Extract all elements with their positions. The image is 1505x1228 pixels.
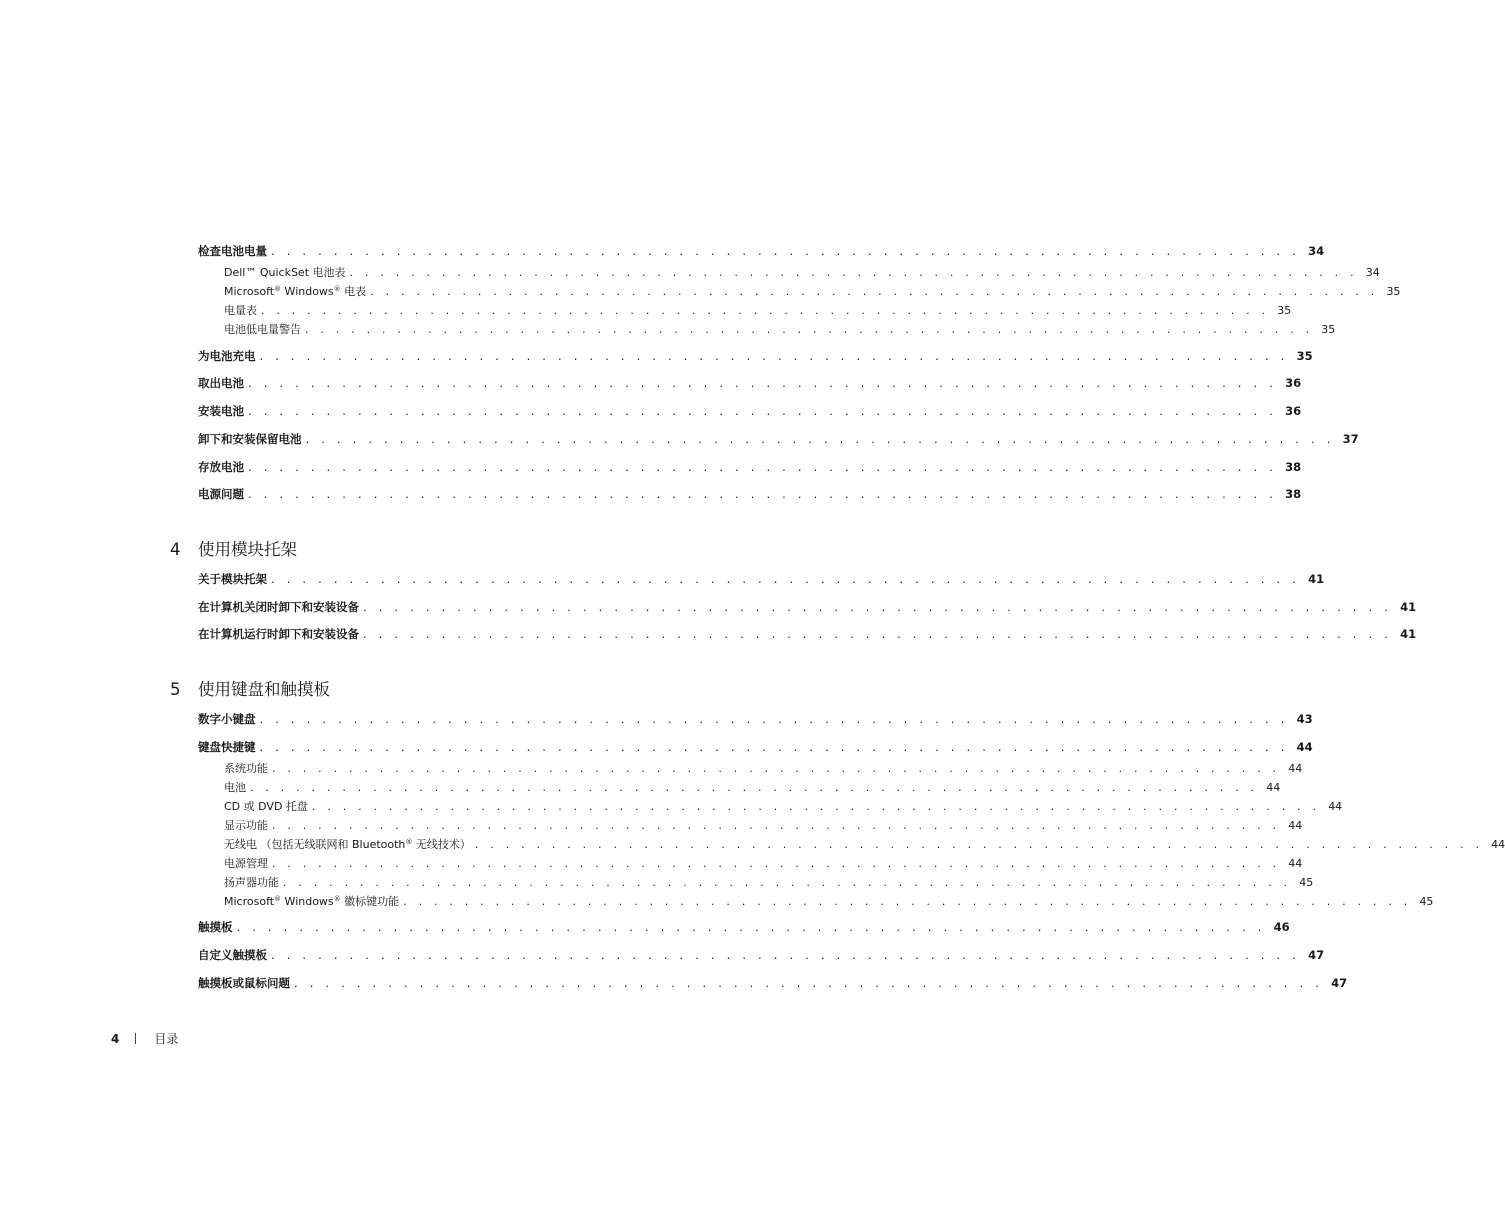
toc-entry[interactable] [198, 460, 1302, 474]
chapter-number: 5 [170, 680, 181, 699]
toc-subentry[interactable] [224, 285, 1401, 299]
dot-leader: . . . . . . . . . . . . . . . . . . . . . . . . . . . . . . . . . . . . . . . . . . . . . . . . . . . . . . . . . . . . . . . . . . [272, 857, 1281, 870]
toc-entry-label: 电源管理 [224, 857, 268, 870]
dot-leader: . . . . . . . . . . . . . . . . . . . . . . . . . . . . . . . . . . . . . . . . . . . . . . . . . . . . . . . . . . . . . . . . . . [236, 920, 1266, 934]
toc-subentry[interactable] [224, 323, 1336, 337]
toc-entry-label: 触摸板或鼠标问题 [198, 976, 290, 990]
dot-leader: . . . . . . . . . . . . . . . . . . . . . . . . . . . . . . . . . . . . . . . . . . . . . . . . . . . . . . . . . . . . . . . . . . [370, 285, 1379, 298]
toc-entry-label: 安装电池 [198, 404, 244, 418]
toc-entry-page: 44 [1288, 819, 1303, 832]
toc-entry-label: 系统功能 [224, 762, 268, 775]
toc-entry[interactable] [198, 487, 1302, 501]
dot-leader: . . . . . . . . . . . . . . . . . . . . . . . . . . . . . . . . . . . . . . . . . . . . . . . . . . . . . . . . . . . . . . . . . . [271, 244, 1301, 258]
toc-entry-page: 44 [1296, 740, 1313, 754]
toc-entry-label: 数字小键盘 [198, 712, 256, 726]
toc-entry-label: 检查电池电量 [198, 244, 267, 258]
toc-subentry[interactable] [224, 266, 1380, 280]
toc-entry-page: 44 [1288, 857, 1303, 870]
toc-entry[interactable] [198, 976, 1348, 990]
toc-subentry[interactable] [224, 895, 1434, 909]
dot-leader: . . . . . . . . . . . . . . . . . . . . . . . . . . . . . . . . . . . . . . . . . . . . . . . . . . . . . . . . . . . . . . . . . . [294, 976, 1324, 990]
toc-entry-page: 35 [1321, 323, 1336, 336]
dot-leader: . . . . . . . . . . . . . . . . . . . . . . . . . . . . . . . . . . . . . . . . . . . . . . . . . . . . . . . . . . . . . . . . . . [261, 304, 1270, 317]
dot-leader: . . . . . . . . . . . . . . . . . . . . . . . . . . . . . . . . . . . . . . . . . . . . . . . . . . . . . . . . . . . . . . . . . . [259, 349, 1289, 363]
toc-entry-page: 43 [1296, 712, 1313, 726]
toc-entry-label: CD 或 DVD 托盘 [224, 800, 308, 813]
dot-leader: . . . . . . . . . . . . . . . . . . . . . . . . . . . . . . . . . . . . . . . . . . . . . . . . . . . . . . . . . . . . . . . . . . [271, 948, 1301, 962]
toc-entry-label: 自定义触摸板 [198, 948, 267, 962]
chapter-title: 使用模块托架 [198, 540, 297, 559]
dot-leader: . . . . . . . . . . . . . . . . . . . . . . . . . . . . . . . . . . . . . . . . . . . . . . . . . . . . . . . . . . . . . . . . . . [248, 404, 1278, 418]
toc-entry-label: 电量表 [224, 304, 257, 317]
toc-entry[interactable] [198, 740, 1313, 754]
toc-entry-page: 41 [1400, 600, 1417, 614]
toc-entry-label: 为电池充电 [198, 349, 256, 363]
toc-subentry[interactable] [224, 800, 1343, 814]
chapter-title: 使用键盘和触摸板 [198, 680, 330, 699]
toc-entry-page: 35 [1386, 285, 1401, 298]
dot-leader: . . . . . . . . . . . . . . . . . . . . . . . . . . . . . . . . . . . . . . . . . . . . . . . . . . . . . . . . . . . . . . . . . . [305, 323, 1314, 336]
toc-entry-label: Microsoft® Windows® 电表 [224, 285, 367, 298]
dot-leader: . . . . . . . . . . . . . . . . . . . . . . . . . . . . . . . . . . . . . . . . . . . . . . . . . . . . . . . . . . . . . . . . . . [283, 876, 1292, 889]
toc-subentry[interactable] [224, 304, 1292, 318]
toc-subentry[interactable] [224, 819, 1303, 833]
toc-entry-page: 41 [1400, 627, 1417, 641]
toc-subentry[interactable] [224, 857, 1303, 871]
dot-leader: . . . . . . . . . . . . . . . . . . . . . . . . . . . . . . . . . . . . . . . . . . . . . . . . . . . . . . . . . . . . . . . . . . [311, 800, 1321, 813]
dot-leader: . . . . . . . . . . . . . . . . . . . . . . . . . . . . . . . . . . . . . . . . . . . . . . . . . . . . . . . . . . . . . . . . . . [363, 600, 1393, 614]
toc-entry-page: 44 [1288, 762, 1303, 775]
toc-entry[interactable] [198, 600, 1417, 614]
dot-leader: . . . . . . . . . . . . . . . . . . . . . . . . . . . . . . . . . . . . . . . . . . . . . . . . . . . . . . . . . . . . . . . . . . [349, 266, 1358, 279]
toc-entry-label: 扬声器功能 [224, 876, 279, 889]
toc-entry-label: 电池低电量警告 [224, 323, 301, 336]
toc-entry-page: 41 [1308, 572, 1325, 586]
toc-entry[interactable] [198, 572, 1325, 586]
toc-entry-label: 电源问题 [198, 487, 244, 501]
toc-entry-page: 34 [1365, 266, 1380, 279]
footer-page-number: 4 [111, 1032, 120, 1046]
dot-leader: . . . . . . . . . . . . . . . . . . . . . . . . . . . . . . . . . . . . . . . . . . . . . . . . . . . . . . . . . . . . . . . . . . [259, 712, 1289, 726]
toc-entry-label: 关于模块托架 [198, 572, 267, 586]
dot-leader: . . . . . . . . . . . . . . . . . . . . . . . . . . . . . . . . . . . . . . . . . . . . . . . . . . . . . . . . . . . . . . . . . . [305, 432, 1335, 446]
dot-leader: . . . . . . . . . . . . . . . . . . . . . . . . . . . . . . . . . . . . . . . . . . . . . . . . . . . . . . . . . . . . . . . . . . [248, 460, 1278, 474]
toc-entry-page: 47 [1331, 976, 1348, 990]
toc-subentry[interactable] [224, 762, 1303, 776]
toc-entry-label: 卸下和安装保留电池 [198, 432, 302, 446]
dot-leader: . . . . . . . . . . . . . . . . . . . . . . . . . . . . . . . . . . . . . . . . . . . . . . . . . . . . . . . . . . . . . . . . . . [272, 819, 1281, 832]
toc-entry-page: 35 [1296, 349, 1313, 363]
dot-leader: . . . . . . . . . . . . . . . . . . . . . . . . . . . . . . . . . . . . . . . . . . . . . . . . . . . . . . . . . . . . . . . . . . [363, 627, 1393, 641]
toc-subentry[interactable] [224, 781, 1281, 795]
toc-entry-page: 45 [1299, 876, 1314, 889]
dot-leader: . . . . . . . . . . . . . . . . . . . . . . . . . . . . . . . . . . . . . . . . . . . . . . . . . . . . . . . . . . . . . . . . . . [248, 376, 1278, 390]
chapter-heading[interactable] [170, 680, 330, 700]
dot-leader: . . . . . . . . . . . . . . . . . . . . . . . . . . . . . . . . . . . . . . . . . . . . . . . . . . . . . . . . . . . . . . . . . . [250, 781, 1259, 794]
dot-leader: . . . . . . . . . . . . . . . . . . . . . . . . . . . . . . . . . . . . . . . . . . . . . . . . . . . . . . . . . . . . . . . . . . [271, 572, 1301, 586]
toc-entry-label: 取出电池 [198, 376, 244, 390]
toc-entry-page: 47 [1308, 948, 1325, 962]
chapter-heading[interactable] [170, 540, 297, 560]
toc-entry-label: 显示功能 [224, 819, 268, 832]
page-footer [111, 1031, 178, 1047]
toc-subentry[interactable] [224, 876, 1314, 890]
toc-entry[interactable] [198, 432, 1359, 446]
toc-entry-label: Dell™ QuickSet 电池表 [224, 266, 346, 279]
toc-entry[interactable] [198, 244, 1325, 258]
toc-entry-page: 36 [1285, 404, 1302, 418]
toc-entry[interactable] [198, 712, 1313, 726]
toc-entry-label: 触摸板 [198, 920, 233, 934]
chapter-number: 4 [170, 540, 181, 559]
toc-entry-page: 44 [1266, 781, 1281, 794]
toc-entry-page: 46 [1273, 920, 1290, 934]
toc-entry-page: 38 [1285, 487, 1302, 501]
toc-entry-page: 37 [1342, 432, 1359, 446]
toc-entry-label: 存放电池 [198, 460, 244, 474]
dot-leader: . . . . . . . . . . . . . . . . . . . . . . . . . . . . . . . . . . . . . . . . . . . . . . . . . . . . . . . . . . . . . . . . . . [272, 762, 1281, 775]
toc-entry[interactable] [198, 948, 1325, 962]
toc-entry-page: 35 [1277, 304, 1292, 317]
dot-leader: . . . . . . . . . . . . . . . . . . . . . . . . . . . . . . . . . . . . . . . . . . . . . . . . . . . . . . . . . . . . . . . . . . [403, 895, 1412, 908]
dot-leader: . . . . . . . . . . . . . . . . . . . . . . . . . . . . . . . . . . . . . . . . . . . . . . . . . . . . . . . . . . . . . . . . . . [248, 487, 1278, 501]
toc-entry-page: 44 [1328, 800, 1343, 813]
toc-entry-page: 36 [1285, 376, 1302, 390]
toc-entry[interactable] [198, 920, 1290, 934]
toc-entry-page: 44 [1491, 838, 1505, 851]
footer-divider [135, 1033, 136, 1044]
toc-entry[interactable] [198, 376, 1302, 390]
toc-entry[interactable] [198, 349, 1313, 363]
toc-entry[interactable] [198, 404, 1302, 418]
toc-entry-label: 电池 [224, 781, 246, 794]
toc-entry-label: Microsoft® Windows® 徽标键功能 [224, 895, 400, 908]
toc-entry-label: 无线电 （包括无线联网和 Bluetooth® 无线技术） [224, 838, 471, 851]
toc-entry-label: 在计算机关闭时卸下和安装设备 [198, 600, 359, 614]
toc-entry-label: 键盘快捷键 [198, 740, 256, 754]
toc-entry[interactable] [198, 627, 1417, 641]
toc-entry-label: 在计算机运行时卸下和安装设备 [198, 627, 359, 641]
toc-entry-page: 38 [1285, 460, 1302, 474]
dot-leader: . . . . . . . . . . . . . . . . . . . . . . . . . . . . . . . . . . . . . . . . . . . . . . . . . . . . . . . . . . . . . . . . . . [474, 838, 1484, 851]
dot-leader: . . . . . . . . . . . . . . . . . . . . . . . . . . . . . . . . . . . . . . . . . . . . . . . . . . . . . . . . . . . . . . . . . . [259, 740, 1289, 754]
footer-section-title: 目录 [154, 1032, 179, 1046]
toc-subentry[interactable] [224, 838, 1505, 852]
toc-entry-page: 45 [1419, 895, 1434, 908]
toc-entry-page: 34 [1308, 244, 1325, 258]
